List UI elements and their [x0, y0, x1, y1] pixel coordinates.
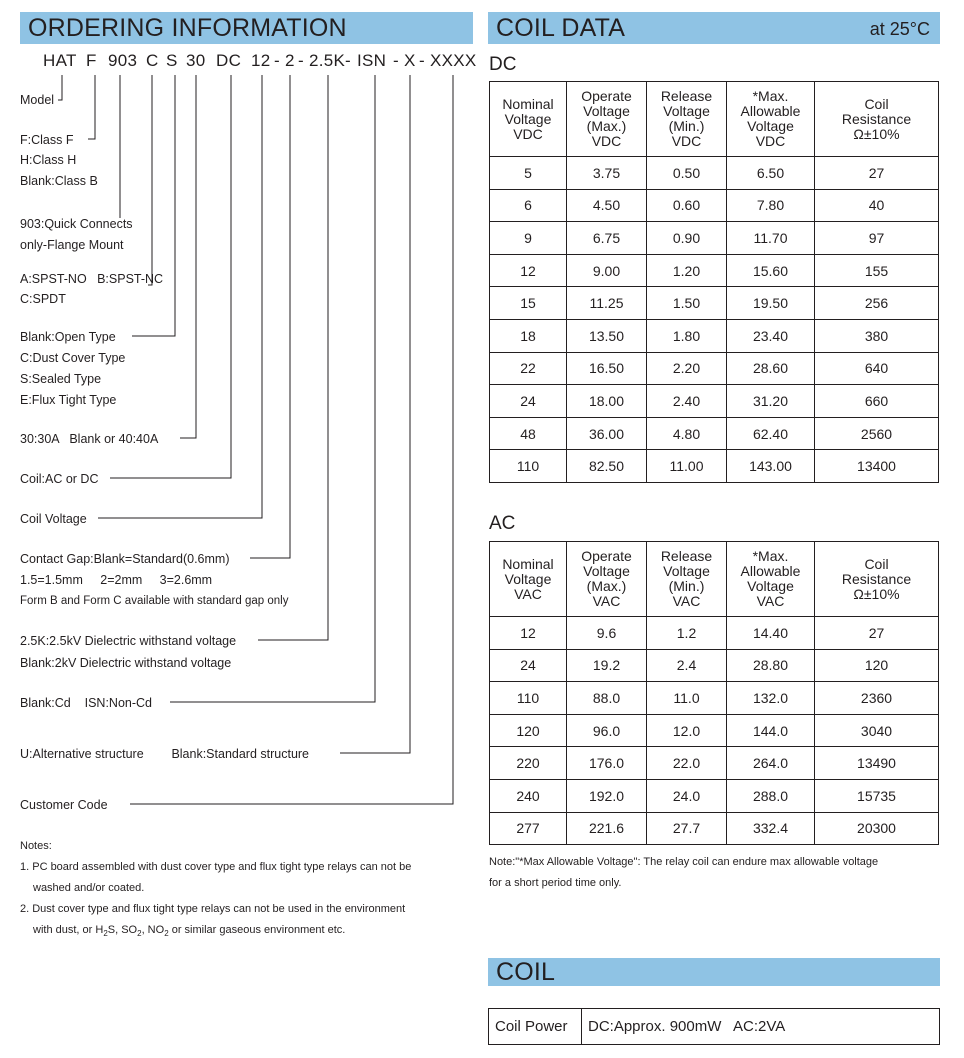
coil-power-value: DC:Approx. 900mW AC:2VA	[582, 1009, 940, 1045]
coil-title: COIL	[496, 958, 556, 986]
label-coil: Coil:AC or DC	[20, 472, 99, 486]
table-cell: 96.0	[567, 714, 647, 747]
table-row	[490, 450, 939, 483]
table-cell: 16.50	[567, 352, 647, 385]
table-cell: 28.60	[727, 352, 815, 385]
dc-table-header	[490, 82, 939, 157]
table-cell: 12	[490, 617, 567, 650]
table-cell: 11.00	[647, 450, 727, 483]
table-cell: 132.0	[727, 682, 815, 715]
table-cell: 2560	[815, 417, 939, 450]
table-cell: 13490	[815, 747, 939, 780]
table-cell: 332.4	[727, 812, 815, 845]
table-row	[490, 352, 939, 385]
label-form1: A:SPST-NO B:SPST-NC	[20, 272, 164, 286]
code-x: X	[404, 51, 416, 70]
table-cell: 13.50	[567, 319, 647, 352]
table-cell: 5	[490, 157, 567, 190]
label-structure: U:Alternative structure Blank:Standard structure	[20, 747, 310, 761]
code-isn: ISN	[357, 51, 387, 70]
code-hat: HAT	[43, 51, 77, 70]
code-cover: S	[166, 51, 178, 70]
table-cell: 0.90	[647, 222, 727, 255]
coil-data-title: COIL DATA	[496, 14, 626, 42]
table-cell: 6	[490, 189, 567, 222]
ac-header-cell: Coil Resistance Ω±10%	[815, 542, 939, 617]
table-cell: 88.0	[567, 682, 647, 715]
table-cell: 12	[490, 254, 567, 287]
table-cell: 2.20	[647, 352, 727, 385]
table-cell: 277	[490, 812, 567, 845]
label-gap2: 1.5=1.5mm 2=2mm 3=2.6mm	[20, 573, 213, 587]
table-row	[490, 287, 939, 320]
table-cell: 155	[815, 254, 939, 287]
table-cell: 6.75	[567, 222, 647, 255]
ac-header-cell: Operate Voltage (Max.) VAC	[567, 542, 647, 617]
label-current: 30:30A Blank or 40:40A	[20, 432, 159, 446]
table-cell: 13400	[815, 450, 939, 483]
note-2b: with dust, or $H_2S$, $SO_2$, $NO_2$ or similar gaseous environment etc.	[33, 924, 346, 939]
dc-header-cell: *Max. Allowable Voltage VDC	[727, 82, 815, 157]
dc-header-cell: Release Voltage (Min.) VDC	[647, 82, 727, 157]
table-cell: 40	[815, 189, 939, 222]
label-cover3: S:Sealed Type	[20, 372, 102, 386]
code-dash: -	[345, 51, 351, 70]
table-cell: 22.0	[647, 747, 727, 780]
table-cell: 144.0	[727, 714, 815, 747]
label-qc2: only-Flange Mount	[20, 238, 124, 252]
table-cell: 3.75	[567, 157, 647, 190]
table-cell: 27	[815, 617, 939, 650]
code-gap: 2	[285, 51, 295, 70]
table-cell: 143.00	[727, 450, 815, 483]
table-cell: 1.50	[647, 287, 727, 320]
table-cell: 15.60	[727, 254, 815, 287]
table-cell: 24.0	[647, 779, 727, 812]
table-cell: 0.50	[647, 157, 727, 190]
table-cell: 256	[815, 287, 939, 320]
table-cell: 1.80	[647, 319, 727, 352]
table-cell: 20300	[815, 812, 939, 845]
ac-section-label: AC	[489, 513, 516, 534]
label-cd: Blank:Cd ISN:Non-Cd	[20, 696, 152, 710]
table-cell: 640	[815, 352, 939, 385]
note-2a: 2. Dust cover type and flux tight type relays can not be used in the environment	[20, 903, 406, 915]
label-diel2: Blank:2kV Dielectric withstand voltage	[20, 656, 232, 670]
table-cell: 120	[815, 649, 939, 682]
table-cell: 2.4	[647, 649, 727, 682]
dc-coil-table	[489, 81, 939, 483]
ordering-title: ORDERING INFORMATION	[28, 14, 347, 42]
table-cell: 22	[490, 352, 567, 385]
table-cell: 220	[490, 747, 567, 780]
table-cell: 1.2	[647, 617, 727, 650]
label-cover2: C:Dust Cover Type	[20, 351, 126, 365]
table-row	[490, 649, 939, 682]
ordering-notes	[20, 836, 470, 944]
table-cell: 110	[490, 682, 567, 715]
code-dash: -	[274, 51, 280, 70]
table-cell: 9	[490, 222, 567, 255]
table-cell: 24	[490, 649, 567, 682]
table-cell: 23.40	[727, 319, 815, 352]
table-cell: 18	[490, 319, 567, 352]
ac-coil-table	[489, 541, 939, 845]
table-row	[490, 617, 939, 650]
table-cell: 19.2	[567, 649, 647, 682]
ac-header-cell: Nominal Voltage VAC	[490, 542, 567, 617]
code-dash: -	[298, 51, 304, 70]
code-class: F	[86, 51, 97, 70]
table-cell: 18.00	[567, 385, 647, 418]
label-class-b: Blank:Class B	[20, 174, 98, 188]
table-cell: 11.25	[567, 287, 647, 320]
table-cell: 12.0	[647, 714, 727, 747]
table-cell: 48	[490, 417, 567, 450]
label-form2: C:SPDT	[20, 292, 66, 306]
coil-note-2: for a short period time only.	[489, 877, 622, 889]
coil-power-table	[488, 1008, 940, 1045]
table-cell: 264.0	[727, 747, 815, 780]
table-cell: 176.0	[567, 747, 647, 780]
table-cell: 288.0	[727, 779, 815, 812]
ac-table-header	[490, 542, 939, 617]
table-cell: 2.40	[647, 385, 727, 418]
table-cell: 2360	[815, 682, 939, 715]
label-gap1: Contact Gap:Blank=Standard(0.6mm)	[20, 552, 230, 566]
table-cell: 221.6	[567, 812, 647, 845]
dc-header-cell: Operate Voltage (Max.) VDC	[567, 82, 647, 157]
table-cell: 11.70	[727, 222, 815, 255]
table-cell: 240	[490, 779, 567, 812]
table-cell: 192.0	[567, 779, 647, 812]
table-row	[490, 157, 939, 190]
table-cell: 14.40	[727, 617, 815, 650]
note-1a: 1. PC board assembled with dust cover type and flux tight type relays can not be	[20, 861, 412, 873]
label-customer-code: Customer Code	[20, 798, 108, 812]
ac-header-cell: Release Voltage (Min.) VAC	[647, 542, 727, 617]
label-cover4: E:Flux Tight Type	[20, 393, 117, 407]
code-current: 30	[186, 51, 206, 70]
label-qc1: 903:Quick Connects	[20, 217, 133, 231]
table-cell: 31.20	[727, 385, 815, 418]
coil-header-band	[488, 958, 940, 986]
table-cell: 24	[490, 385, 567, 418]
table-cell: 27	[815, 157, 939, 190]
coil-power-label: Coil Power	[489, 1009, 582, 1045]
dc-header-cell: Coil Resistance Ω±10%	[815, 82, 939, 157]
table-cell: 15735	[815, 779, 939, 812]
dc-section-label: DC	[489, 54, 517, 75]
code-coil: DC	[216, 51, 242, 70]
label-class-f: F:Class F	[20, 133, 74, 147]
code-dash: -	[419, 51, 425, 70]
ac-header-cell: *Max. Allowable Voltage VAC	[727, 542, 815, 617]
label-diel1: 2.5K:2.5kV Dielectric withstand voltage	[20, 634, 237, 648]
table-row	[490, 747, 939, 780]
code-form: C	[146, 51, 159, 70]
code-customer: XXXX	[430, 51, 477, 70]
coil-data-header-band	[488, 12, 940, 44]
dc-header-cell: Nominal Voltage VDC	[490, 82, 567, 157]
table-row	[490, 254, 939, 287]
code-diel: 2.5K	[309, 51, 346, 70]
code-903: 903	[108, 51, 138, 70]
note-1b: washed and/or coated.	[33, 882, 145, 894]
table-cell: 4.50	[567, 189, 647, 222]
table-row	[490, 812, 939, 845]
label-model: Model	[20, 93, 55, 107]
notes-title: Notes:	[20, 840, 52, 852]
table-cell: 660	[815, 385, 939, 418]
table-cell: 4.80	[647, 417, 727, 450]
table-cell: 27.7	[647, 812, 727, 845]
table-row	[490, 779, 939, 812]
table-cell: 380	[815, 319, 939, 352]
coil-note-1: Note:"*Max Allowable Voltage": The relay coil can endure max allowable voltage	[489, 856, 879, 868]
table-cell: 82.50	[567, 450, 647, 483]
table-cell: 15	[490, 287, 567, 320]
table-cell: 9.6	[567, 617, 647, 650]
table-cell: 120	[490, 714, 567, 747]
table-cell: 19.50	[727, 287, 815, 320]
table-cell: 11.0	[647, 682, 727, 715]
table-row	[490, 682, 939, 715]
code-dash: -	[393, 51, 399, 70]
label-cover1: Blank:Open Type	[20, 330, 116, 344]
label-class-h: H:Class H	[20, 153, 77, 167]
table-cell: 6.50	[727, 157, 815, 190]
table-cell: 7.80	[727, 189, 815, 222]
table-row	[490, 189, 939, 222]
label-coil-voltage: Coil Voltage	[20, 512, 87, 526]
table-row	[490, 417, 939, 450]
table-cell: 0.60	[647, 189, 727, 222]
table-cell: 9.00	[567, 254, 647, 287]
table-cell: 97	[815, 222, 939, 255]
table-cell: 36.00	[567, 417, 647, 450]
table-cell: 28.80	[727, 649, 815, 682]
code-coilv: 12	[251, 51, 271, 70]
table-cell: 62.40	[727, 417, 815, 450]
table-row	[490, 714, 939, 747]
table-cell: 1.20	[647, 254, 727, 287]
table-row	[490, 385, 939, 418]
table-row	[490, 319, 939, 352]
table-cell: 110	[490, 450, 567, 483]
label-gap3: Form B and Form C available with standard gap only	[20, 595, 289, 607]
coil-data-temp: at 25°C	[869, 19, 930, 39]
table-cell: 3040	[815, 714, 939, 747]
table-row	[490, 222, 939, 255]
coil-power-row	[489, 1009, 940, 1045]
